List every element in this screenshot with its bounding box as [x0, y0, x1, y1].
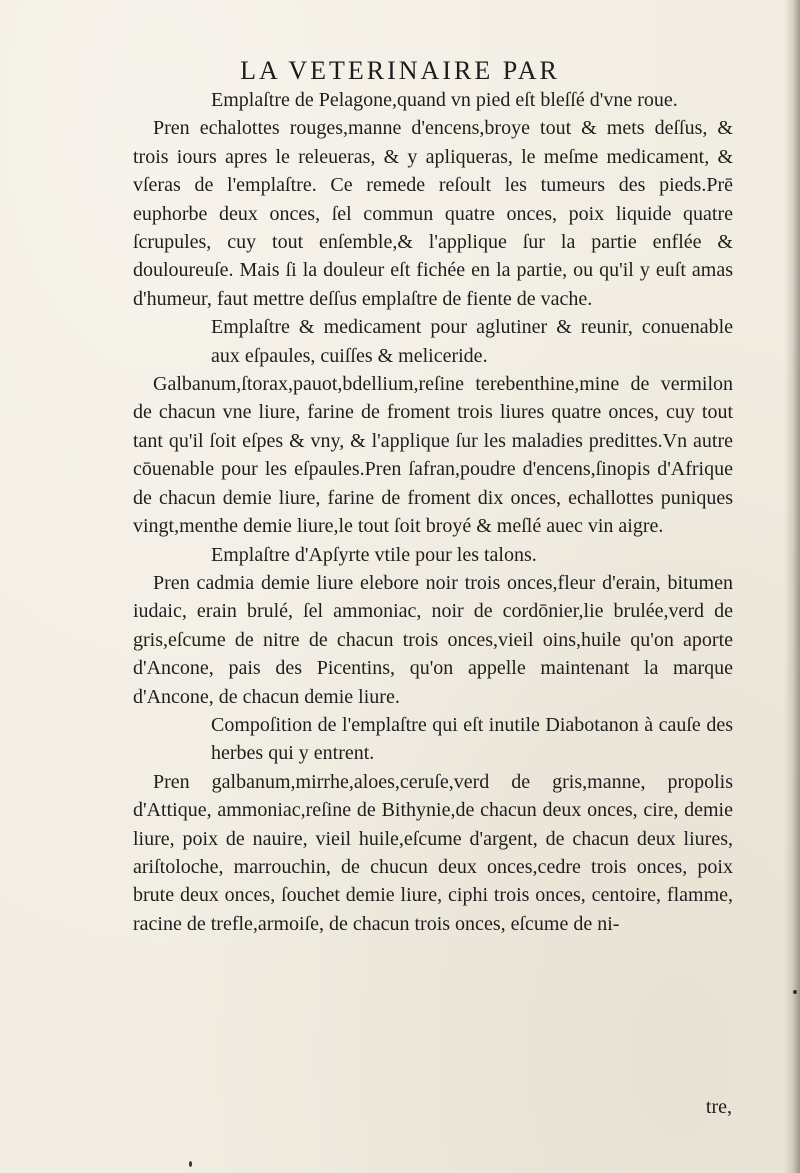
- section-heading-apsyrte: Emplaſtre d'Apſyrte vtile pour les talons.: [211, 543, 537, 566]
- ink-speck: [793, 990, 797, 994]
- section-heading-diabotanon: Compoſition de l'emplaſtre qui eſt inutile Diabotanon à cauſe des herbes qui y entrent.: [211, 713, 733, 765]
- catchword: tre,: [705, 1096, 732, 1118]
- ink-speck: [189, 1161, 192, 1167]
- page-edge-shadow: [784, 0, 800, 1173]
- section-body-apsyrte: Pren cadmia demie liure elebore noir trois onces,fleur d'erain, bitumen iudaic, erain brulé, ſel ammoniac, noir de cordōnier,lie brulée,verd de gris,eſcume de nitre de chacun trois onces,vieil oins,huile qu'on aporte d'Ancone, pais des Picentins, qu'on appelle maintenant la marque d'Ancone, de chacun demie liure.: [133, 571, 733, 708]
- section-heading-pelagone: Emplaſtre de Pelagone,quand vn pied eſt bleſſé d'vne roue.: [211, 89, 678, 111]
- section-body-pelagone: Pren echalottes rouges,manne d'encens,broye tout & mets deſſus, & trois iours apres le releueras, & y apliqueras, le meſme medicament, & vſeras de l'emplaſtre. Ce remede reſoult les tumeurs des pieds.Prē euphorbe deux onces, ſel commun quatre onces, poix liquide quatre ſcrupules, cuy tout enſemble,& l'applique ſur la partie enflée & douloureuſe. Mais ſi la douleur eſt fichée en la partie, ou qu'il y euſt amas d'humeur, faut mettre deſſus emplaſtre de fiente de vache.: [133, 117, 733, 310]
- section-body-aglutiner: Galbanum,ſtorax,pauot,bdellium,reſine terebenthine,mine de vermilon de chacun vne liure, farine de froment trois liures quatre onces, cuy tout tant qu'il ſoit eſpes & vny, & l'applique ſur les maladies predittes.Vn autre cōuenable pour les eſpaules.Pren ſafran,poudre d'encens,ſinopis d'Afrique de chacun demie liure, farine de froment dix onces, echallottes puniques vingt,menthe demie liure,le tout ſoit broyé & meſlé auec vin aigre.: [133, 373, 733, 538]
- page-text: [133, 86, 733, 938]
- running-head: LA VETERINAIRE PAR: [240, 56, 560, 85]
- section-body-diabotanon: Pren galbanum,mirrhe,aloes,ceruſe,verd de gris,manne, propolis d'Attique, ammoniac,reſine de Bithynie,de chacun deux onces, cire, demie liure, poix de nauire, vieil huile,eſcume d'argent, de chacun deux liures, ariſtoloche, marrouchin, de chucun deux onces,cedre trois onces, poix brute deux onces, ſouchet demie liure, ciphi trois onces, centoire, flamme, racine de trefle,armoiſe, de chacun trois onces, eſcume de ni-: [133, 770, 733, 935]
- section-heading-aglutiner: Emplaſtre & medicament pour aglutiner & reunir, conuenable aux eſpaules, cuiſſes & meliceride.: [211, 316, 733, 367]
